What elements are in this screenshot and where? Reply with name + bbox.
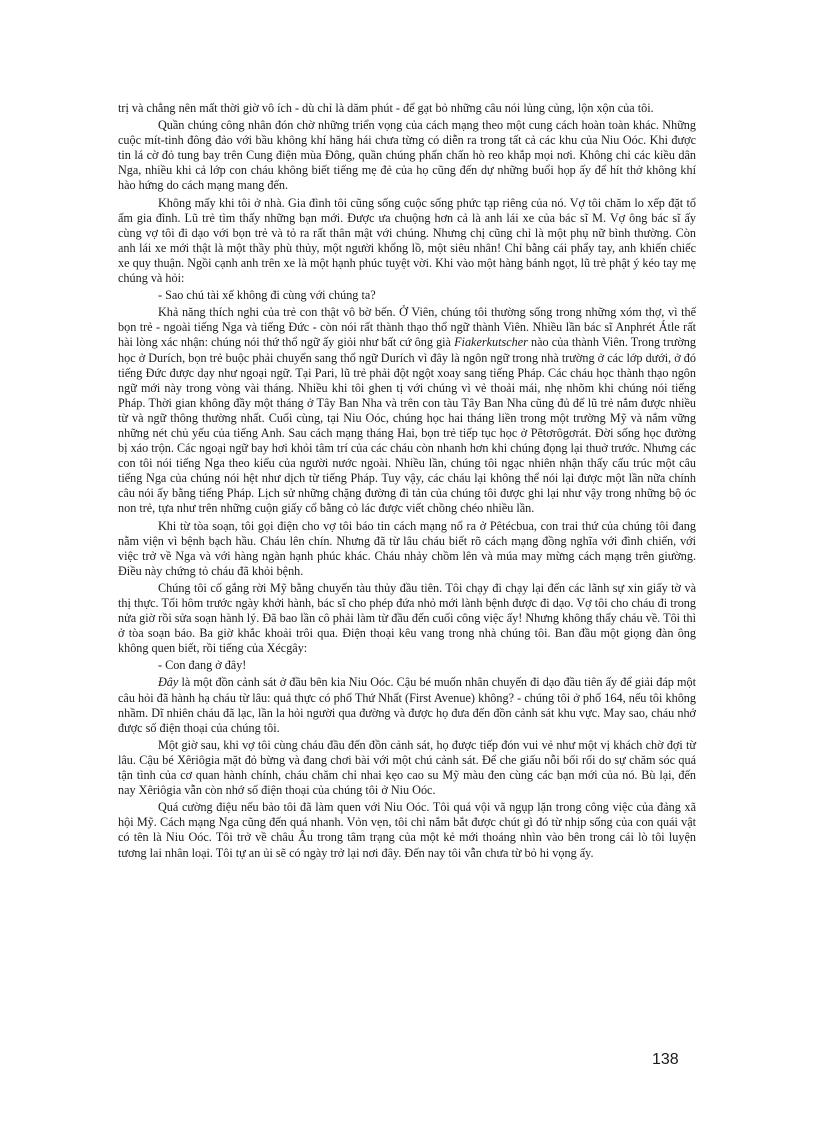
italic-term: Fiakerkutscher	[454, 335, 528, 350]
paragraph	[118, 196, 696, 287]
body-text	[118, 101, 696, 863]
page-number: 138	[652, 1051, 679, 1068]
text-run: là một đồn cảnh sát ở đầu bên kia Niu Oóc. Cậu bé muốn nhân chuyến đi dạo đầu tiên ấy để giải đáp một câu hỏi đã hành hạ cháu từ lâu: quả thực có phố Thứ Nhất (First Avenue) không? - chúng tôi ở phố 164, nếu tôi không nhầm. Dĩ nhiên cháu đã lạc, lần la hỏi người qua đường và được họ đưa đến đồn cảnh sát khu vực. May sao, cháu nhớ được số điện thoại của chúng tôi.	[118, 675, 696, 735]
paragraph	[118, 738, 696, 798]
text-run: nào của thành Viên. Trong trường học ở Durích, bọn trẻ buộc phải chuyển sang thổ ngữ Durích vì đây là ngôn ngữ trong nhà trường ở các lớp dưới, ở đó tiếng Đức được dạy như ngoại ngữ. Tại Pari, lũ trẻ phải đột ngột xoay sang tiếng Pháp. Các cháu học thành thạo ngôn ngữ mới này trong vòng vài tháng. Nhiều khi tôi ghen tị với chúng vì vẻ thoải mái, nhẹ nhõm khi chúng nói tiếng Pháp. Thời gian không đầy một tháng ở Tây Ban Nha và trên con tàu Tây Ban Nha cũng đủ để lũ trẻ nắm được nhiều từ và ngữ thông thường nhất. Cuối cùng, tại Niu Oóc, chúng học hai tháng liền trong một trường Mỹ và nắm vững những nét chủ yếu của tiếng Anh. Sau cách mạng tháng Hai, bọn trẻ tiếp tục học ở Pêtơrôgơrát. Đời sống học đường bị xáo trộn. Các ngoại ngữ bay hơi khỏi tâm trí của các cháu còn nhanh hơn khi chúng đọng lại thuở trước. Nhưng các con tôi nói tiếng Nga theo kiểu của người nước ngoài. Nhiều lần, chúng tôi ngạc nhiên nhận thấy cấu trúc một câu tiếng Nga của chúng nói hệt như dịch từ tiếng Pháp. Tuy vậy, các cháu lại không thể nói lại được một lần nữa chính câu nói ấy bằng tiếng Pháp. Lịch sử những chặng đường đi tản của chúng tôi được ghi lại như vậy trong những bộ óc non trẻ, tựa như trên những cuộn giấy cổ bằng cỏ lác được viết chồng chéo nhiều lần.	[118, 335, 696, 516]
paragraph	[118, 581, 696, 656]
text-run: Khả năng thích nghi của trẻ con thật vô bờ bến. Ở Viên, chúng tôi thường sống trong những xóm thợ, vì thế bọn trẻ - ngoài tiếng Nga và tiếng Đức - còn nói rất thành thạo thổ ngữ thành Viên. Nhiều lần bác sĩ Anphrét Átle rất hài lòng xác nhận: chúng nói thứ thổ ngữ ấy giỏi như bất cứ ông già	[118, 305, 696, 350]
dialogue-line	[118, 658, 696, 673]
paragraph	[118, 800, 696, 860]
text-run: Quá cường điệu nếu bảo tôi đã làm quen với Niu Oóc. Tôi quá vội vã ngụp lặn trong công việc của đảng xã hội Mỹ. Cách mạng Nga cũng đến quá nhanh. Vỏn vẹn, tôi chỉ nắm bắt được chút gì đó từ nhịp sống của con quái vật có tên là Niu Oóc. Tôi trở về châu Âu trong tâm trạng của một kẻ mới thoáng nhìn vào bên trong cái lò tôi luyện tương lai nhân loại. Tôi tự an ủi sẽ có ngày trở lại nơi đây. Đến nay tôi vẫn chưa từ bỏ hi vọng ấy.	[118, 800, 696, 860]
dialogue-line	[118, 288, 696, 303]
text-run: Chúng tôi cố gắng rời Mỹ bằng chuyến tàu thủy đầu tiên. Tôi chạy đi chạy lại đến các lãnh sự xin giấy tờ và thị thực. Tối hôm trước ngày khởi hành, bác sĩ cho phép đứa nhỏ mới lành bệnh được đi dạo. Vợ tôi cho cháu đi trong nửa giờ rồi sửa soạn hành lý. Đã bao lần cô phải làm từ đầu đến cuối công việc ấy! Nhưng không thấy cháu về. Tôi thì ở tòa soạn báo. Ba giờ khắc khoải trôi qua. Điện thoại kêu vang trong nhà chúng tôi. Ban đầu một giọng đàn ông không quen biết, rồi tiếng của Xécgây:	[118, 580, 696, 656]
paragraph	[118, 101, 696, 116]
paragraph	[118, 675, 696, 735]
italic-term: Đây	[158, 675, 179, 690]
paragraph	[118, 519, 696, 579]
text-run: - Con đang ở đây!	[158, 658, 247, 673]
paragraph	[118, 305, 696, 516]
text-run: Khi từ tòa soạn, tôi gọi điện cho vợ tôi báo tin cách mạng nổ ra ở Pêtécbua, con trai thứ của chúng tôi đang nằm viện vì bệnh bạch hầu. Cháu lên chín. Nhưng đã từ lâu cháu biết rõ cách mạng đồng nghĩa với đình chiến, với việc trở về Nga và với hàng ngàn hạnh phúc khác. Cháu nhảy chồm lên và múa may mừng cách mạng trên giường. Điều này chứng tỏ cháu đã khỏi bệnh.	[118, 518, 696, 578]
paragraph	[118, 118, 696, 193]
text-run: - Sao chú tài xế không đi cùng với chúng ta?	[158, 288, 376, 303]
text-run: Không mấy khi tôi ở nhà. Gia đình tôi cũng sống cuộc sống phức tạp riêng của nó. Vợ tôi chăm lo xếp đặt tổ ấm gia đình. Lũ trẻ tìm thấy những bạn mới. Được ưa chuộng hơn cả là anh lái xe của bác sĩ M. Vợ ông bác sĩ ấy cùng vợ tôi đi dạo với bọn trẻ và tỏ ra rất thân mật với chúng. Nhưng chị cũng chỉ là một phụ nữ bình thường. Còn anh lái xe mới thật là một thầy phù thủy, một người khổng lồ, một siêu nhân! Chỉ bằng cái phẩy tay, anh khiến chiếc xe quy thuận. Ngồi cạnh anh trên xe là một hạnh phúc tuyệt vời. Khi vào một hàng bánh ngọt, lũ trẻ phật ý kéo tay mẹ chúng và hỏi:	[118, 195, 696, 286]
text-run: Một giờ sau, khi vợ tôi cùng cháu đầu đến đồn cảnh sát, họ được tiếp đón vui vẻ như một vị khách chờ đợi từ lâu. Cậu bé Xêriôgia mặt đỏ bừng và đang chơi bài với một chú cảnh sát. Để che giấu nỗi bối rối do sự chăm sóc quá tận tình của cơ quan hành chính, cháu chăm chỉ nhai kẹo cao su Mỹ màu đen cùng các bạn mới của nó. Bù lại, đến nay Xêriôgia vẫn còn nhớ số điện thoại của chúng tôi ở Niu Oóc.	[118, 737, 696, 798]
text-run: trị và chẳng nên mất thời giờ vô ích - dù chỉ là dăm phút - để gạt bỏ những câu nói lủng củng, lộn xộn của tôi.	[118, 101, 654, 115]
text-run: Quần chúng công nhân đón chờ những triển vọng của cách mạng theo một cung cách hoàn toàn khác. Những cuộc mít-tinh đông đảo với bầu không khí hăng hái chưa từng có diễn ra trong tất cả các khu của Niu Oóc. Khi được tin lá cờ đỏ tung bay trên Cung điện mùa Đông, quần chúng phấn chấn hò reo khắp mọi nơi. Không chỉ các kiều dân Nga, nhiều khi cả lớp con cháu không biết tiếng mẹ đẻ của họ cũng đến dự những buổi họp ấy để hít thở không khí hào hứng do cách mạng mang đến.	[118, 118, 696, 193]
